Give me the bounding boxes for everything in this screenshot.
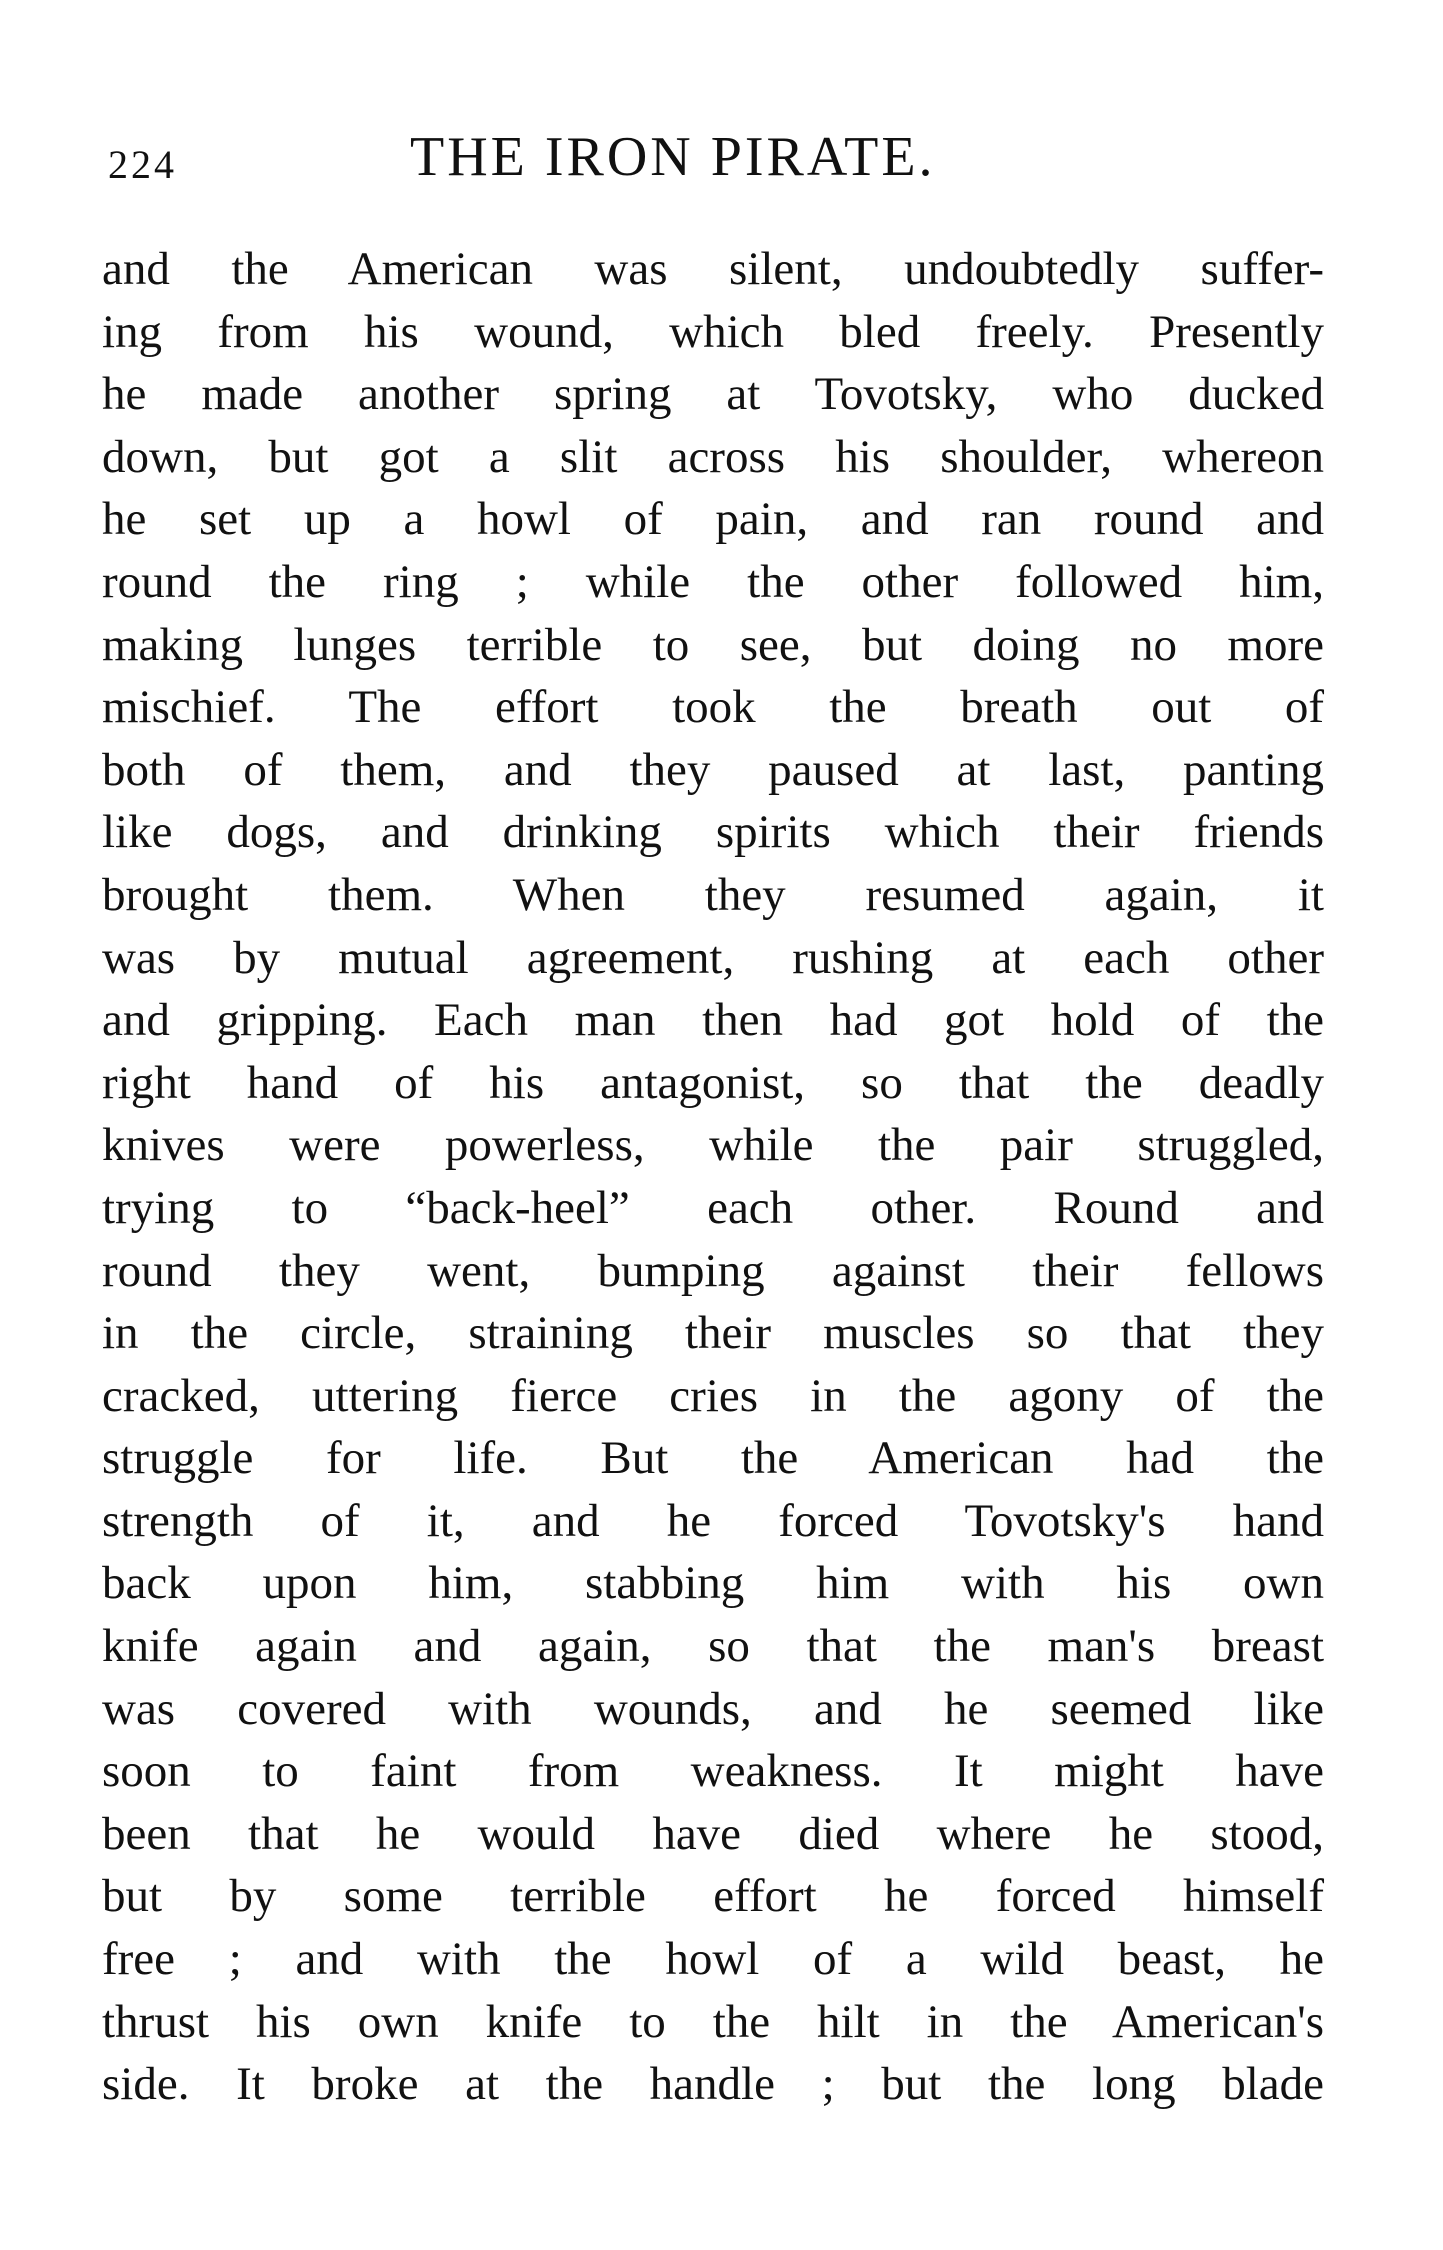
text-line: soon to faint from weakness. It might have [102,1745,1324,1798]
text-line: both of them, and they paused at last, panting [102,743,1324,796]
text-line: round they went, bumping against their fellows [102,1244,1324,1297]
running-title: THE IRON PIRATE. [410,126,936,188]
text-line: strength of it, and he forced Tovotsky's hand [102,1494,1324,1547]
text-line: right hand of his antagonist, so that the deadly [102,1056,1324,1109]
text-line: cracked, uttering fierce cries in the agony of the [102,1369,1324,1422]
text-line: round the ring ; while the other followed him, [102,555,1324,608]
running-head [0,115,1443,188]
text-line: trying to “back-heel” each other. Round and [102,1181,1324,1234]
text-line: and the American was silent, undoubtedly suffer- [102,243,1324,295]
page-number: 224 [108,142,177,187]
text-line: like dogs, and drinking spirits which their friends [102,806,1324,859]
text-line: was by mutual agreement, rushing at each other [102,931,1324,984]
text-line: and gripping. Each man then had got hold of the [102,994,1324,1047]
body-text [102,238,1324,2116]
text-line: in the circle, straining their muscles so that they [102,1307,1324,1360]
text-line: side. It broke at the handle ; but the long blade [102,2058,1324,2111]
text-line: but by some terrible effort he forced himself [102,1870,1324,1923]
text-line: making lunges terrible to see, but doing no more [102,618,1324,671]
text-line: he set up a howl of pain, and ran round and [102,493,1324,546]
text-line: mischief. The effort took the breath out of [102,681,1324,734]
text-line: free ; and with the howl of a wild beast, he [102,1933,1324,1986]
text-line: been that he would have died where he stood, [102,1807,1324,1860]
text-line: brought them. When they resumed again, it [102,868,1324,921]
text-line: struggle for life. But the American had the [102,1432,1324,1485]
text-line: was covered with wounds, and he seemed like [102,1682,1324,1735]
text-line: ing from his wound, which bled freely. Presently [102,305,1324,358]
text-line: down, but got a slit across his shoulder, whereon [102,430,1324,483]
text-line: knife again and again, so that the man's breast [102,1620,1324,1673]
text-line: he made another spring at Tovotsky, who ducked [102,368,1324,421]
text-line: back upon him, stabbing him with his own [102,1557,1324,1610]
text-line: thrust his own knife to the hilt in the American's [102,1995,1324,2048]
text-line: knives were powerless, while the pair struggled, [102,1119,1324,1172]
